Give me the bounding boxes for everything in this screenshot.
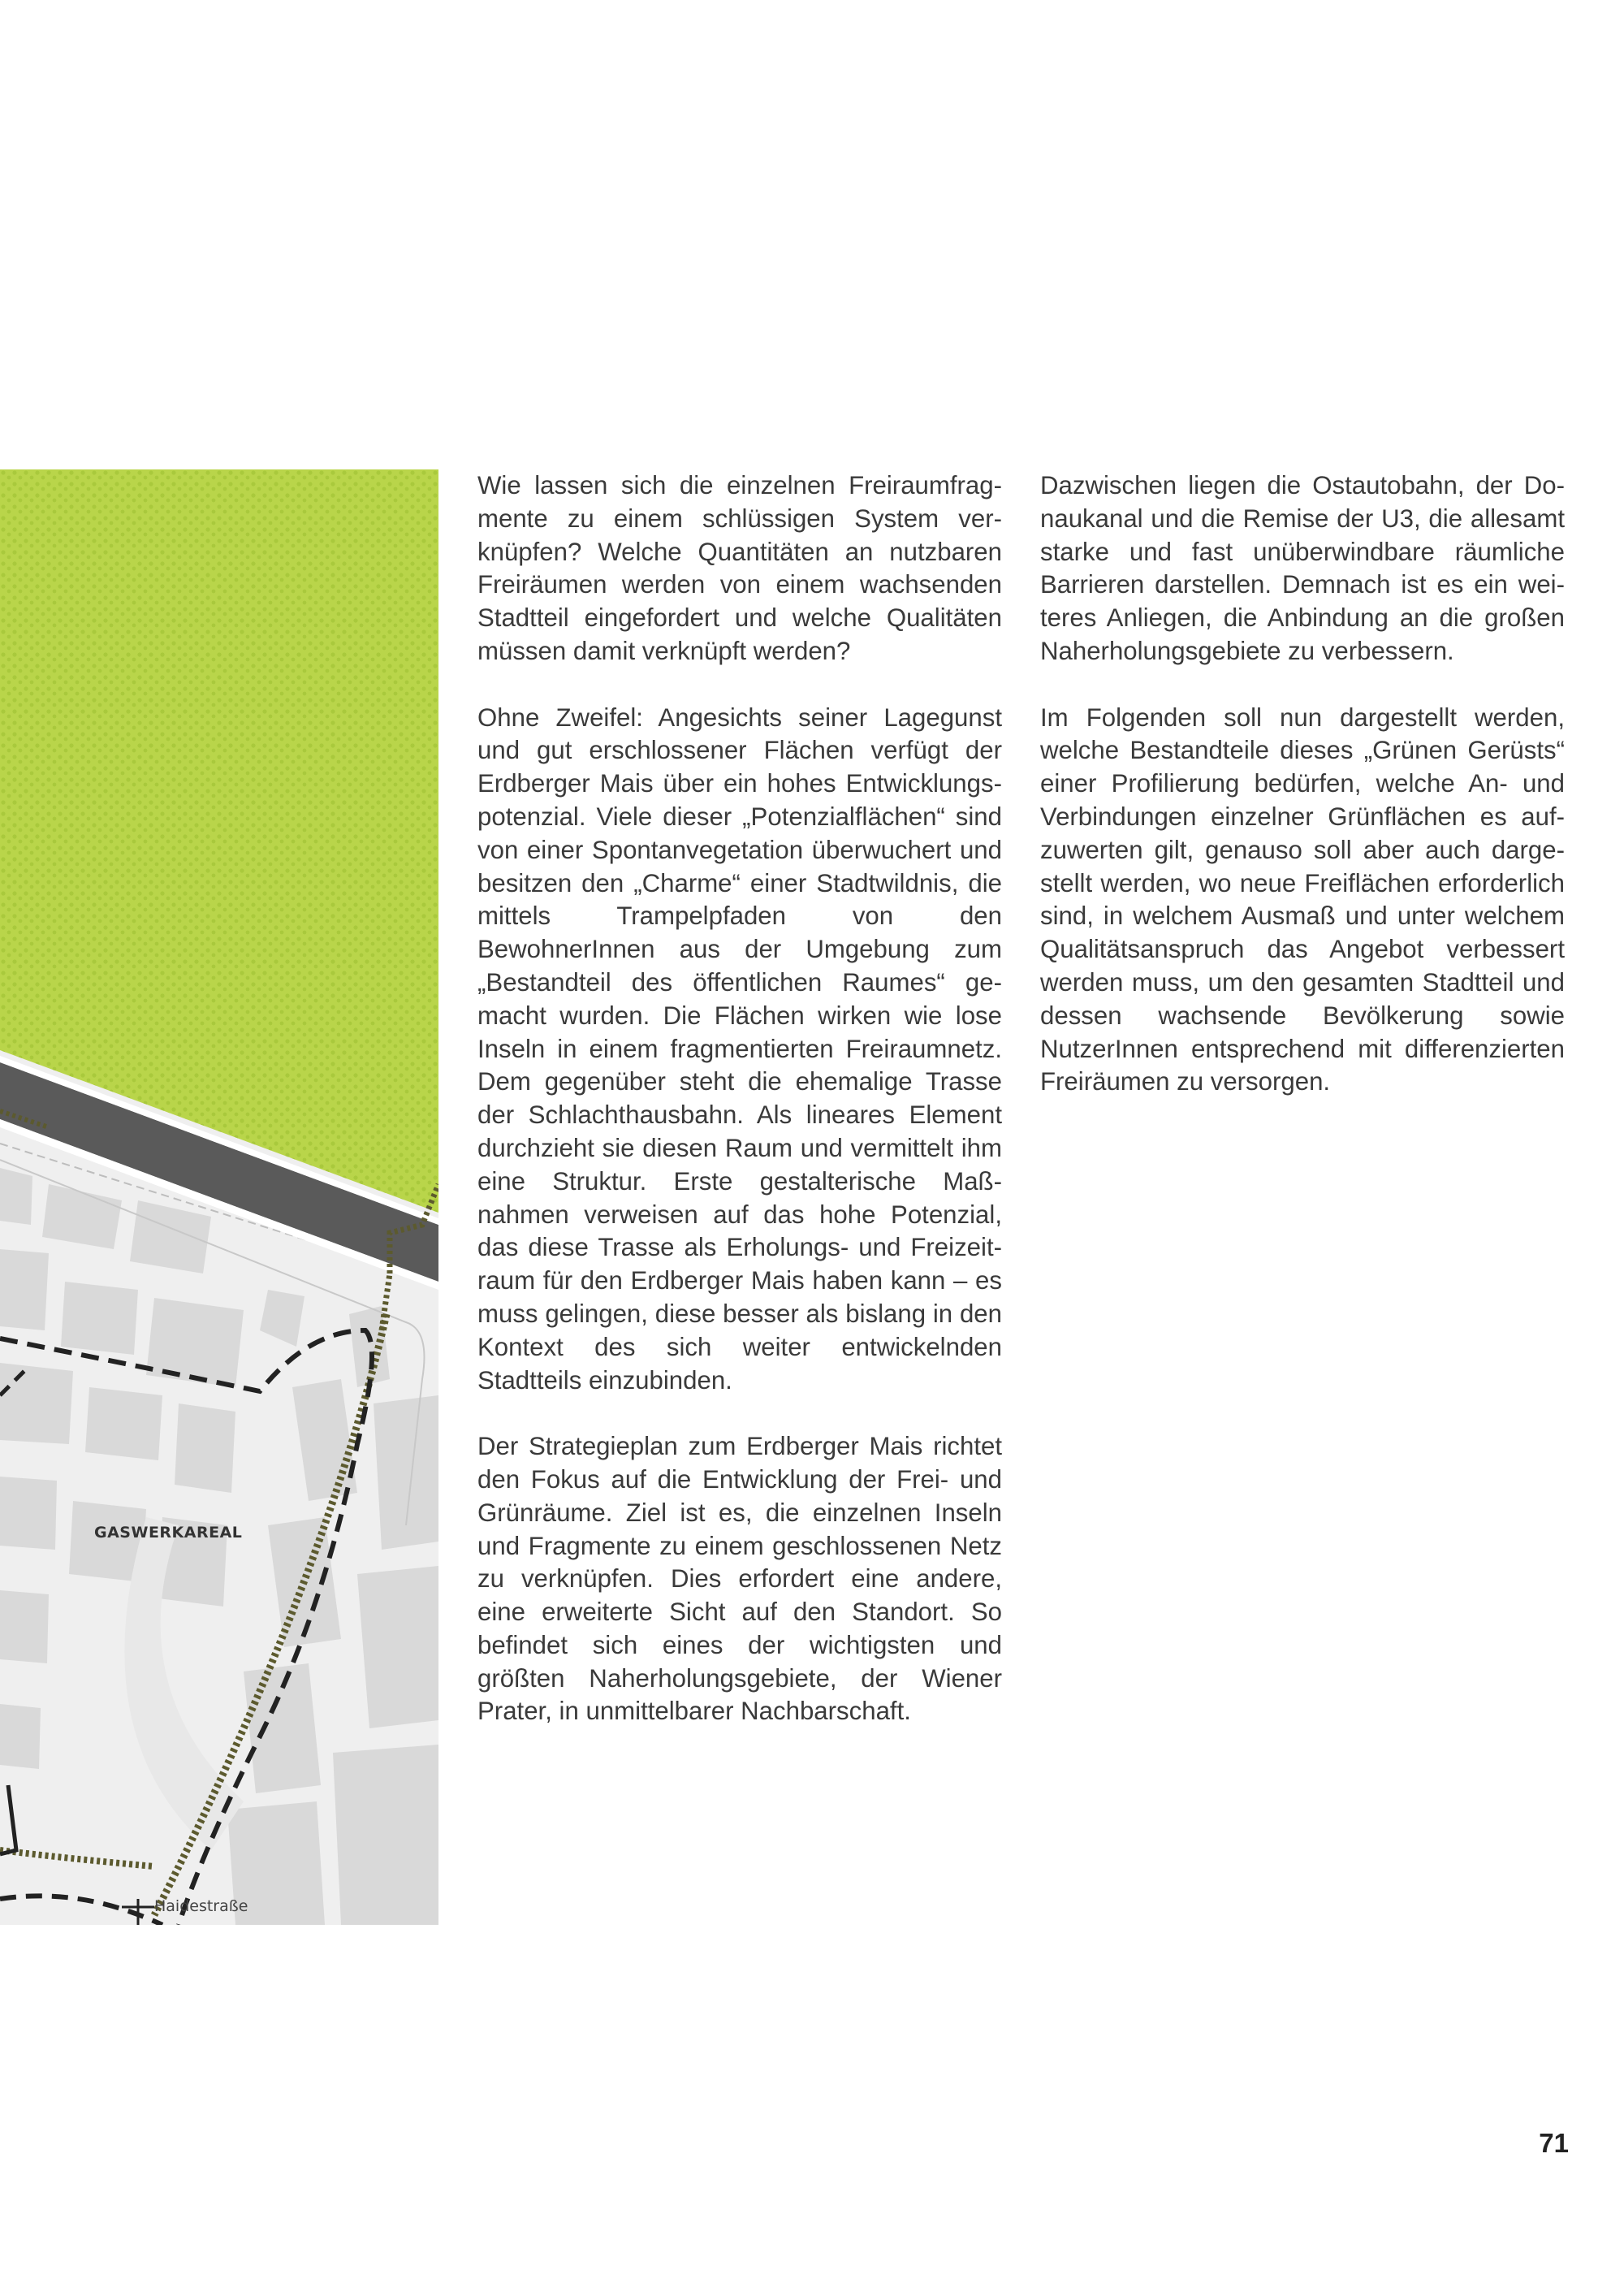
haidestrasse-label: Haidestraße <box>154 1897 248 1915</box>
map-graphic <box>0 469 438 1925</box>
text-column-left <box>477 469 1002 1762</box>
paragraph: Im Folgenden soll nun dargestellt werden, welche Bestandteile dieses „Grünen Gerüsts“ einer Profilierung bedürfen, welche An- und Verbindungen einzelner Grünflächen es aufzuwerten gilt, genauso soll aber auch dargestellt werden, wo neue Freiflächen erforderlich sind, in welchem Ausmaß und unter welchem Qualitätsanspruch das Angebot verbessert werden muss, um den gesamten Stadtteil und dessen wachsende Bevölkerung sowie NutzerInnen entsprechend mit differenzierten Freiräumen zu versorgen. <box>1040 703 1565 1096</box>
gaswerkareal-label: GASWERKAREAL <box>94 1524 243 1542</box>
paragraph: Dazwischen liegen die Ostautobahn, der Donaukanal und die Remise der U3, die allesamt starke und fast unüberwindbare räumliche Barrieren darstellen. Demnach ist es ein weiteres Anliegen, die Anbindung an die großen Naherholungsgebiete zu verbessern. <box>1040 471 1565 665</box>
paragraph: Der Strategieplan zum Erdberger Mais richtet den Fokus auf die Entwicklung der Frei- und Grünräume. Ziel ist es, die einzelnen Inseln und Fragmente zu einem geschlossenen Netz zu verknüpfen. Dies erfordert eine andere, eine erweiterte Sicht auf den Standort. So befindet sich eines der wichtigsten und größten Naherholungsgebiete, der Wiener Prater, in unmittelbarer Nachbarschaft. <box>477 1432 1002 1726</box>
paragraph: Wie lassen sich die einzelnen Freiraumfragmente zu einem schlüssigen System verknüpfen? Welche Quantitäten an nutzbaren Freiräumen werden von einem wachsenden Stadtteil eingefordert und welche Qualitäten müssen damit verknüpft werden? <box>477 471 1002 665</box>
paragraph: Ohne Zweifel: Angesichts seiner Lagegunst und gut erschlossener Flächen verfügt der Erdberger Mais über ein hohes Entwicklungspotenzial. Viele dieser „Potenzialflächen“ sind von einer Spontanvegetation überwuchert und besitzen den „Charme“ einer Stadtwildnis, die mittels Trampelpfaden von den BewohnerInnen aus der Umgebung zum „Bestandteil des öffentlichen Raumes“ gemacht wurden. Die Flächen wirken wie lose Inseln in einem fragmentierten Freiraumnetz. Dem gegenüber steht die ehemalige Trasse der Schlachthausbahn. Als lineares Element durchzieht sie diesen Raum und vermittelt ihm eine Struktur. Erste gestalterische Maßnahmen verweisen auf das hohe Potenzial, das diese Trasse als Erholungs- und Freizeitraum für den Erdberger Mais haben kann – es muss gelingen, diese besser als bislang in den Kontext des sich weiter entwickelnden Stadtteils einzubinden. <box>477 703 1002 1395</box>
site-map <box>0 469 438 1925</box>
page-number: 71 <box>1539 2128 1569 2158</box>
text-column-right <box>1040 469 1565 1132</box>
